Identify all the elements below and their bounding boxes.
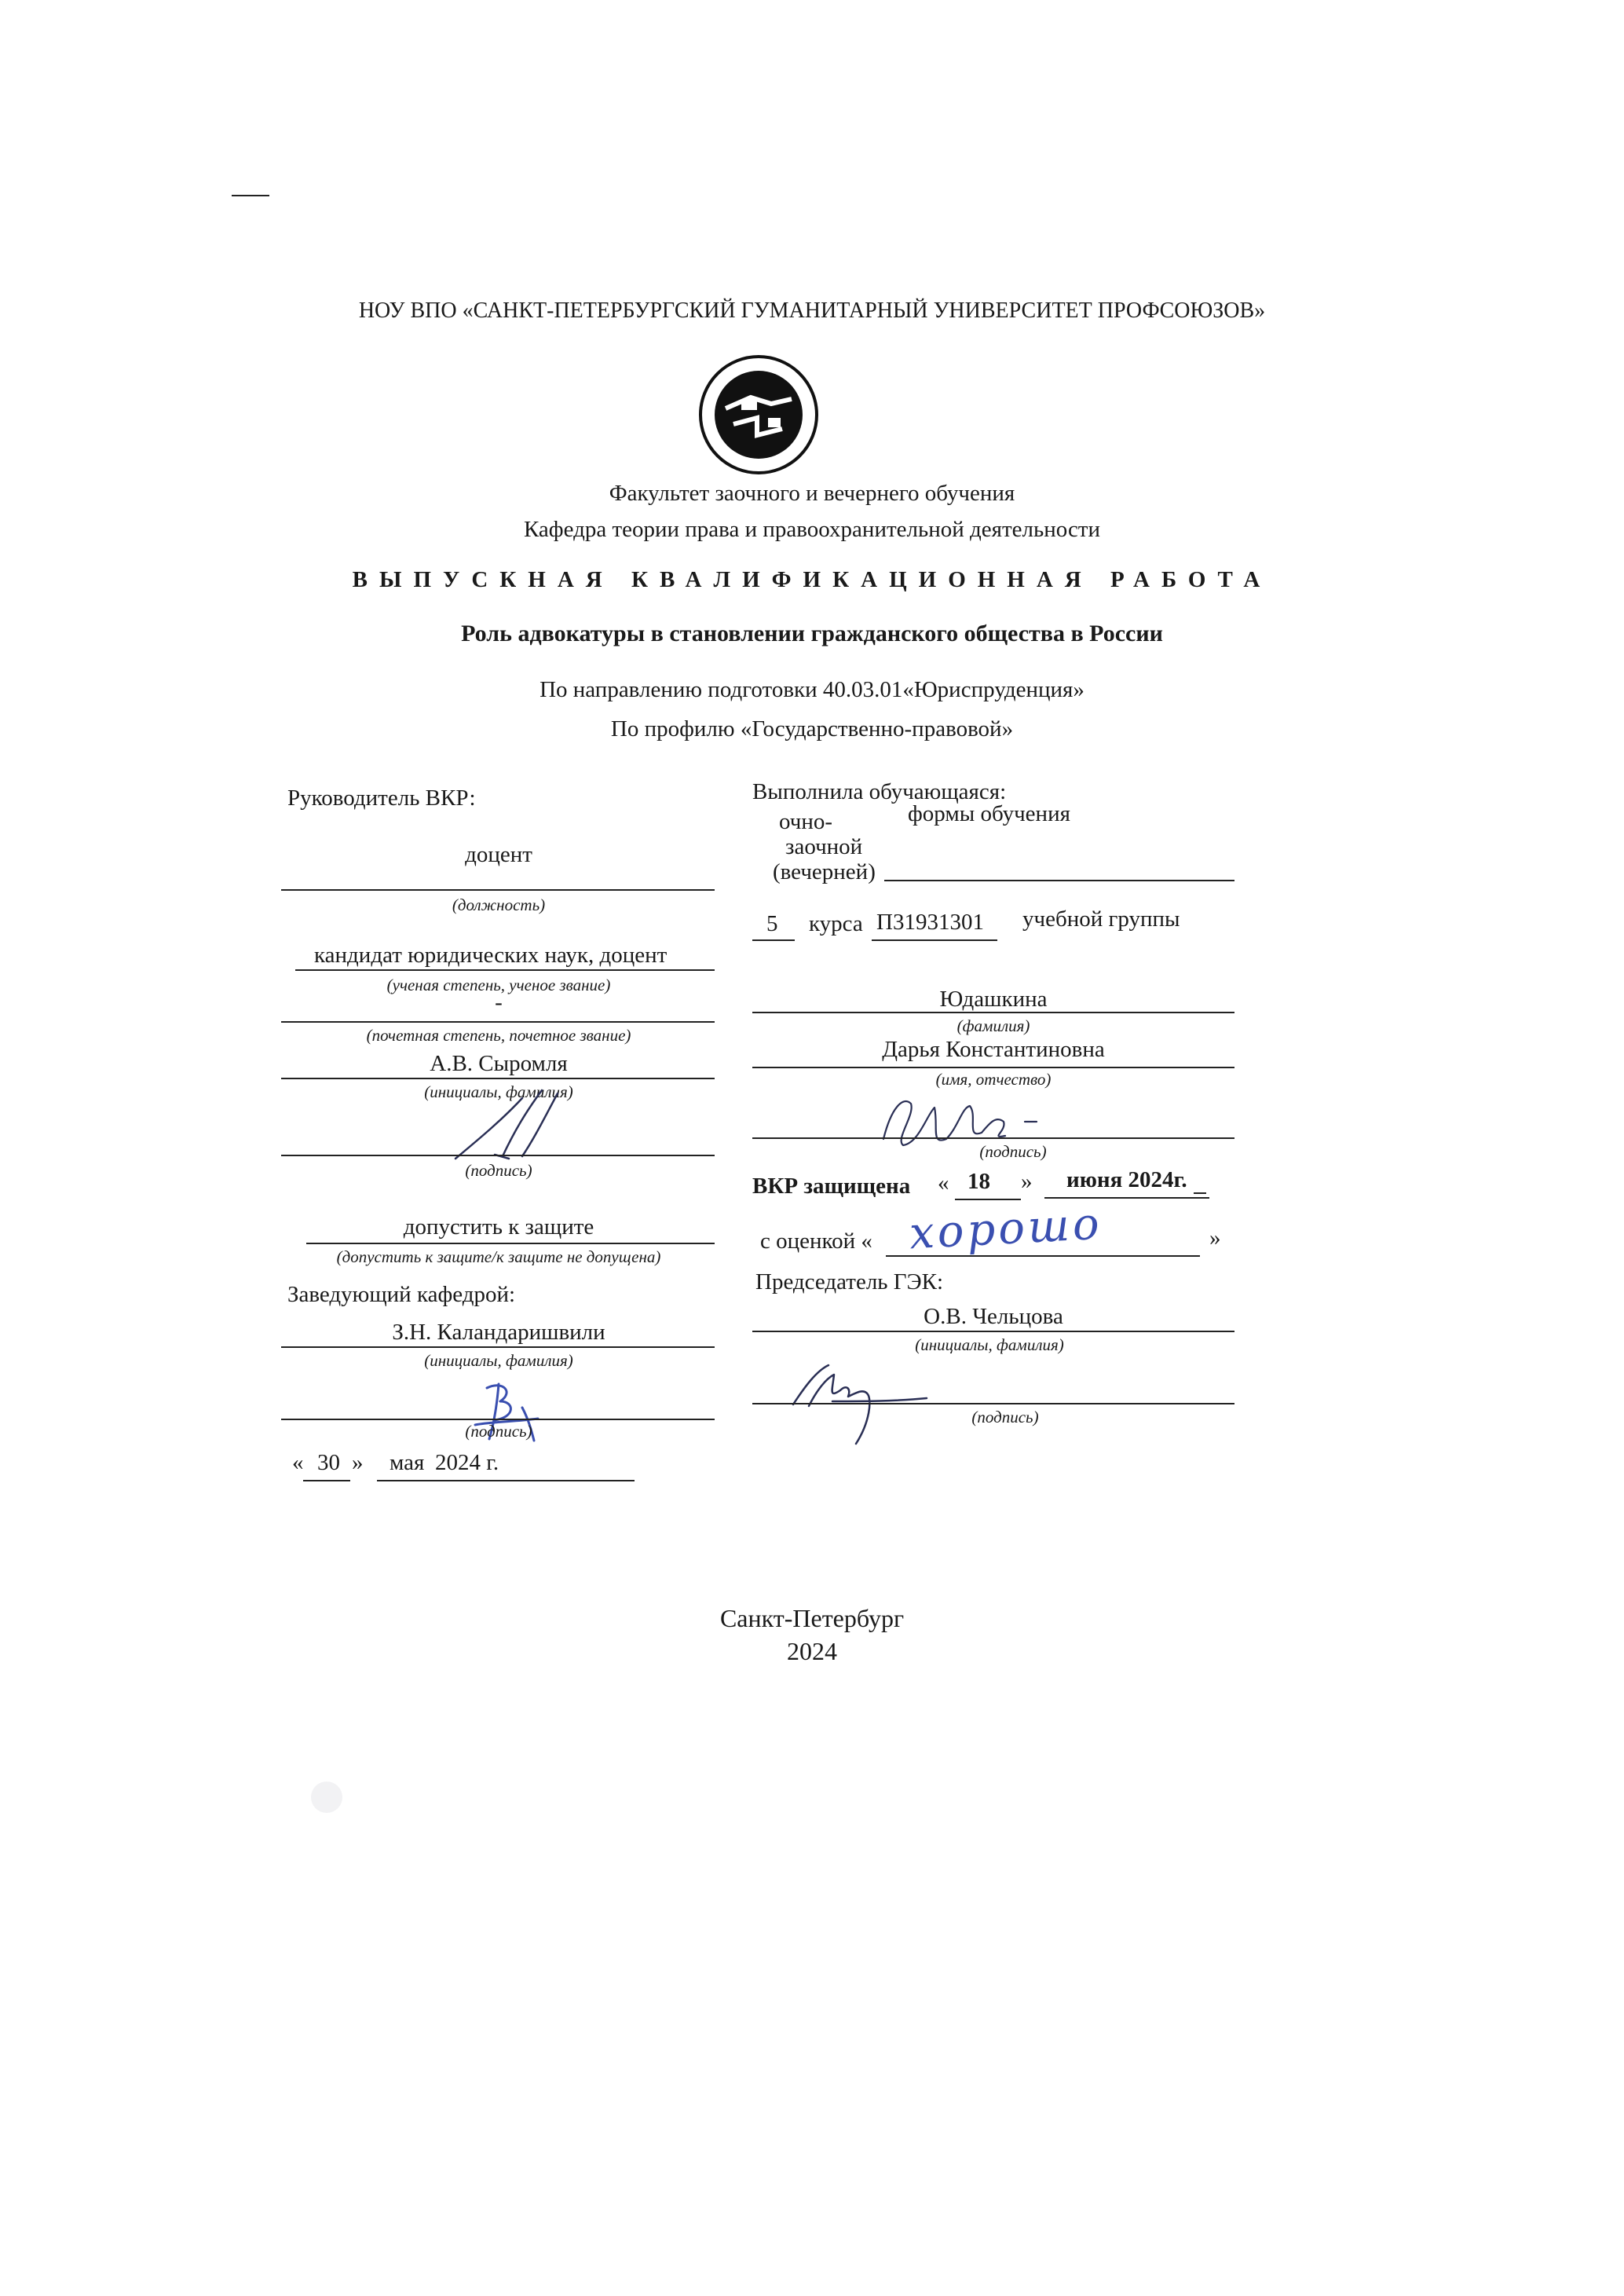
first-patronymic-caption: (имя, отчество) xyxy=(935,1070,1052,1089)
chairman-label: Председатель ГЭК: xyxy=(755,1269,944,1294)
university-seal-icon xyxy=(696,352,821,478)
student-signature-caption: (подпись) xyxy=(979,1142,1047,1161)
university-name: НОУ ВПО «САНКТ-ПЕТЕРБУРГСКИЙ ГУМАНИТАРНЫЙ УНИВЕРСИТЕТ ПРОФСОЮЗОВ» xyxy=(358,298,1266,323)
supervisor-signature xyxy=(448,1084,605,1170)
defense-day: 18 xyxy=(967,1169,990,1194)
chairman-signature xyxy=(785,1351,942,1453)
defense-month-year: июня 2024г. xyxy=(1066,1167,1187,1192)
supervisor-signature-caption: (подпись) xyxy=(465,1161,532,1180)
supervisor-name: А.В. Сыромля xyxy=(430,1051,568,1076)
head-date-year: 2024 г. xyxy=(435,1450,499,1475)
group-number: П31931301 xyxy=(876,910,984,935)
honorary-caption: (почетная степень, почетное звание) xyxy=(366,1026,631,1045)
study-form-suffix: формы обучения xyxy=(908,801,1070,826)
group-label: учебной группы xyxy=(1022,906,1180,932)
supervisor-degree: кандидат юридических наук, доцент xyxy=(314,943,668,968)
degree-caption: (ученая степень, ученое звание) xyxy=(386,976,611,994)
faculty-name: Факультет заочного и вечернего обучения xyxy=(609,481,1015,506)
supervisor-label: Руководитель ВКР: xyxy=(287,785,476,811)
work-direction: По направлению подготовки 40.03.01«Юриспруденция» xyxy=(540,677,1084,702)
scan-mark xyxy=(232,195,269,196)
course-label: курса xyxy=(809,911,863,936)
department-name: Кафедра теории права и правоохранительной деятельности xyxy=(523,517,1101,542)
grade-close-quote: » xyxy=(1209,1225,1221,1251)
student-first-patronymic: Дарья Константиновна xyxy=(882,1037,1105,1062)
study-form-line3: (вечерней) xyxy=(773,859,876,884)
study-form-line1: очно- xyxy=(779,809,833,834)
head-date-close: » xyxy=(352,1450,364,1475)
admission-caption: (допустить к защите/к защите не допущена) xyxy=(336,1247,661,1266)
head-date-open: « xyxy=(292,1450,304,1475)
head-name: З.Н. Каландаришвили xyxy=(392,1320,605,1345)
head-signature-caption: (подпись) xyxy=(465,1422,532,1441)
footer-city: Санкт-Петербург xyxy=(719,1604,905,1632)
supervisor-name-caption: (инициалы, фамилия) xyxy=(424,1082,573,1101)
surname-caption: (фамилия) xyxy=(956,1016,1030,1035)
defense-close-quote: » xyxy=(1021,1169,1033,1194)
defense-open-quote: « xyxy=(938,1170,949,1196)
chairman-signature-caption: (подпись) xyxy=(971,1408,1039,1426)
grade-label: с оценкой « xyxy=(760,1229,872,1254)
work-profile: По профилю «Государственно-правовой» xyxy=(610,716,1014,742)
position-caption: (должность) xyxy=(452,895,546,914)
grade-handwritten: хорошо xyxy=(908,1198,1104,1260)
head-date-day: 30 xyxy=(317,1450,340,1475)
supervisor-position: доцент xyxy=(465,842,532,867)
student-surname: Юдашкина xyxy=(939,987,1048,1012)
student-label: Выполнила обучающаяся: xyxy=(752,779,1007,804)
defense-label: ВКР защищена xyxy=(752,1174,911,1199)
supervisor-admission: допустить к защите xyxy=(403,1214,594,1240)
supervisor-honorary: - xyxy=(495,990,503,1015)
footer-year: 2024 xyxy=(787,1637,837,1665)
chairman-name-caption: (инициалы, фамилия) xyxy=(915,1335,1064,1354)
head-name-caption: (инициалы, фамилия) xyxy=(424,1351,573,1370)
study-form-line2: заочной xyxy=(785,834,863,859)
head-date-month: мая xyxy=(390,1450,425,1475)
chairman-name: О.В. Чельцова xyxy=(924,1304,1063,1329)
course-number: 5 xyxy=(766,911,778,936)
head-label: Заведующий кафедрой: xyxy=(287,1282,516,1307)
work-type-heading: ВЫПУСКНАЯ КВАЛИФИКАЦИОННАЯ РАБОТА xyxy=(352,567,1272,592)
scan-artifact xyxy=(311,1782,342,1813)
work-topic: Роль адвокатуры в становлении гражданского общества в России xyxy=(461,621,1163,646)
